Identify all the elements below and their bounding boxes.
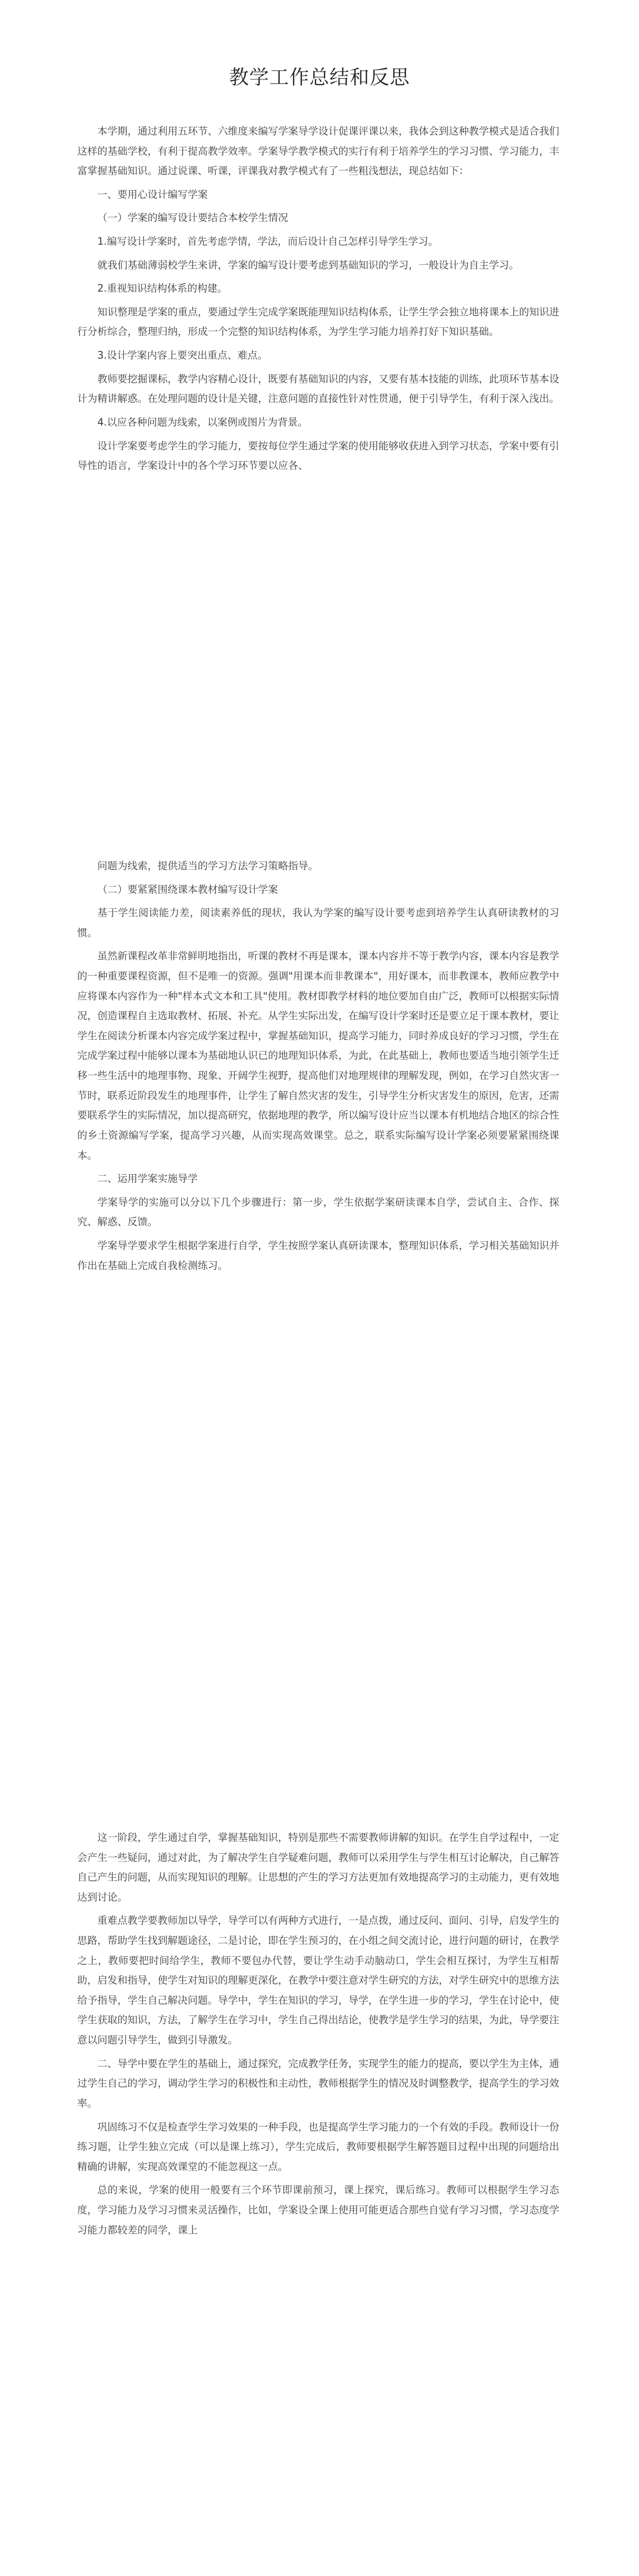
- paragraph: 学案导学要求学生根据学案进行自学，学生按照学案认真研读课本，整理知识体系，学习相关基础知识并作出在基础上完成自我检测练习。: [77, 1239, 560, 1272]
- paragraph: 就我们基础薄弱校学生来讲，学案的编写设计要考虑到基础知识的学习，一般设计为自主学习。: [97, 259, 520, 271]
- paragraph: 问题为线索，提供适当的学习方法学习策略指导。: [97, 860, 319, 872]
- paragraph: 知识整理是学案的重点，要通过学生完成学案既能理知识结构体系，让学生学会独立地将课本上的知识进行分析综合，整理归纳，形成一个完整的知识结构体系，为学生学习能力培养打好下知识基础。: [77, 306, 560, 338]
- paragraph: 1.编写设计学案时，首先考虑学情，学法，而后设计自己怎样引导学生学习。: [97, 235, 439, 248]
- paragraph: （一）学案的编写设计要结合本校学生情况: [97, 212, 288, 224]
- page-3-body: [0, 1828, 639, 2244]
- paragraph: 2.重视知识结构体系的构建。: [97, 282, 228, 295]
- paragraph: 设计学案要考虑学生的学习能力，要按每位学生通过学案的使用能够收获进入到学习状态，学案中要有引导性的语言，学案设计中的各个学习环节要以应各、: [77, 439, 560, 472]
- page-2-body: [0, 856, 639, 1279]
- paragraph: 4.以应各种问题为线索，以案例或图片为背景。: [97, 416, 308, 428]
- paragraph: 二、导学中要在学生的基础上，通过探究，完成教学任务，实现学生的能力的提高，要以学生为主体，通过学生自己的学习，调动学生学习的积极性和主动性，教师根据学生的情况及时调整教学，提高学生的学习效率。: [77, 2057, 560, 2109]
- paragraph: 教师要挖掘课标，教学内容精心设计，既要有基础知识的内容，又要有基本技能的训练，此项环节基本设计为精讲解惑。在处理问题的设计是关键，注意问题的直接性针对性贯通，便于引导学生，有利于深入浅出。: [77, 372, 560, 405]
- paragraph: 一、要用心设计编写学案: [97, 188, 208, 200]
- paragraph: 巩固练习不仅是检查学生学习效果的一种手段，也是提高学生学习能力的一个有效的手段。教师设计一份练习题，让学生独立完成（可以是课上练习），学生完成后，教师要根据学生解答题目过程中出现的问题给出精确的讲解，实现高效课堂的不能忽视这一点。: [77, 2121, 560, 2173]
- document-title: 教学工作总结和反思: [229, 66, 410, 89]
- page-1-body: [0, 122, 639, 480]
- paragraph: 基于学生阅读能力差，阅读素养低的现状，我认为学案的编写设计要考虑到培养学生认真研读教材的习惯。: [77, 907, 559, 939]
- paragraph: 3.设计学案内容上要突出重点、难点。: [97, 349, 268, 362]
- paragraph: 总的来说，学案的使用一般要有三个环节即课前预习，课上探究，课后练习。教师可以根据学生学习态度，学习能力及学习习惯来灵活操作，比如，学案设全课上使用可能更适合那些自觉有学习习惯，学习态度学习能力都较差的同学，课上: [77, 2184, 560, 2236]
- paragraph: 重难点教学要教师加以导学，导学可以有两种方式进行，一是点拨，通过反问、面问、引导，启发学生的思路，帮助学生找到解题途径，二是讨论，即在学生预习的，在小组之间交流讨论，进行问题的研讨，在教学之上，教师要把时间给学生，教师不要包办代替，要让学生动手动脑动口，学生会相互探讨，为学生互相帮助，启发和指导，使学生对知识的理解更深化，在教学中要注意对学生研究的方法，对学生研究中的思维方法给予指导，学生自己解决问题。导学中，学生在知识的学习，导学，在学生进一步的学习，学生在讨论中，使学生获取的知识，方法，了解学生在学习中，学生自己得出结论，使教学是学生学习的结果，为此，导学要注意以问题引导学生，做到引导激发。: [77, 1914, 560, 2046]
- paragraph: 本学期，通过利用五环节、六维度来编写学案导学设计促课评课以来，我体会到这种教学模式是适合我们这样的基础学校，有利于提高教学效率。学案导学教学模式的实行有利于培养学生的学习习惯、学习能力，丰富掌握基础知识。通过说课、听课，评课我对教学模式有了一些粗浅想法，现总结如下：: [77, 125, 560, 177]
- paragraph: 学案导学的实施可以分以下几个步骤进行：第一步，学生依据学案研读课本自学，尝试自主、合作、探究、解惑、反馈。: [77, 1196, 559, 1228]
- paragraph: 二、运用学案实施导学: [97, 1173, 198, 1185]
- paragraph: （二）要紧紧围绕课本教材编写设计学案: [97, 883, 279, 895]
- paragraph: 虽然新课程改革非常鲜明地指出，听课的教材不再是课本，课本内容并不等于教学内容，课本内容是教学的一种重要课程资源，但不是唯一的资源。强调"用课本而非教课本"，用好课本，而非教课本，教师应教学中应将课本内容作为一种"样本式文本和工具"使用。教材即教学材料的地位要加自由广泛，教师可以根据实际情况，创造课程自主选取教材、拓展、补充。从学生实际出发，在编写设计学案时还是要立足于课本教材，要让学生在阅读分析课本内容完成学案过程中，掌握基础知识，提高学习能力，同时养成良好的学习习惯，学生在完成学案过程中能够以课本为基础地认识已的地理知识体系，为此，在此基础上，教师也要适当地引领学生迁移一些生活中的地理事物、现象、开阔学生视野，提高他们对地理规律的理解发现，例如，在学习自然灾害一节时，联系近阶段发生的地理事件，让学生了解自然灾害的发生，引导学生分析灾害发生的原因，危害，还需要联系学生的实际情况，加以提高研究，依据地理的教学，所以编写设计应当以课本有机地结合地区的综合性的乡土资源编写学案，提高学习兴趣，从而实现高效课堂。总之，联系实际编写设计学案必须要紧紧围绕课本。: [77, 950, 560, 1161]
- paragraph: 这一阶段，学生通过自学，掌握基础知识，特别是那些不需要教师讲解的知识。在学生自学过程中，一定会产生一些疑问，通过对此，为了解决学生自学疑难问题，教师可以采用学生与学生相互讨论解决，自己解答自己产生的问题，从而实现知识的理解。让思想的产生的学习方法更加有效地提高学习的主动能力，更有效地达到讨论。: [77, 1832, 560, 1903]
